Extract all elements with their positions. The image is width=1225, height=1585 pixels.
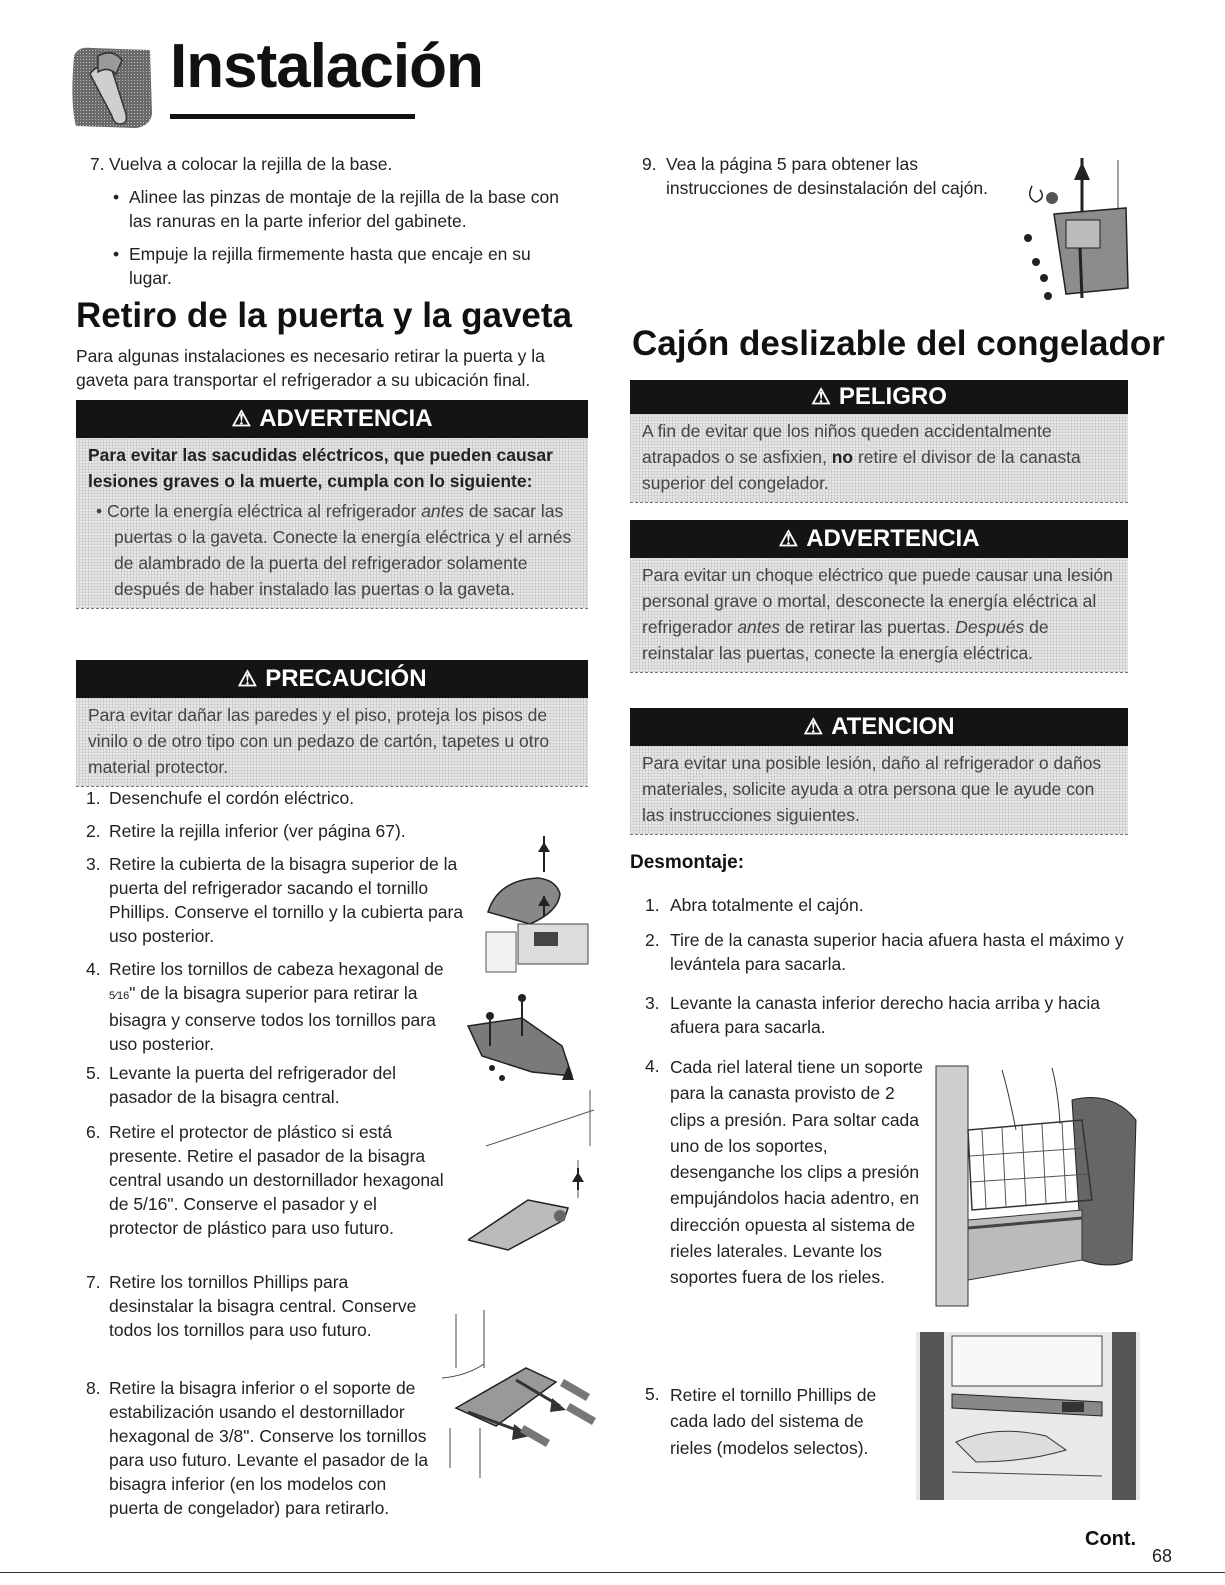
continued-label: Cont. xyxy=(1085,1528,1137,1550)
warning-triangle-icon: ⚠ xyxy=(803,714,824,739)
warning-box xyxy=(630,520,1128,673)
step-text: Retire la cubierta de la bisagra superior de la puerta del refrigerador sacando el tornillo Phillips. Conserve el tornillo y la cubierta para uso posterior. xyxy=(109,854,464,946)
step-text: Retire los tornillos Phillips para desinstalar la bisagra central. Conserve todos los tornillos para uso futuro. xyxy=(109,1272,417,1340)
section-intro: Para algunas instalaciones es necesario retirar la puerta y la gaveta para transportar el refrigerador a su ubicación final. xyxy=(76,346,545,390)
step-number: 4. xyxy=(86,959,101,979)
attention-box xyxy=(630,708,1128,835)
warning-triangle-icon: ⚠ xyxy=(778,526,799,551)
step-number: 3. xyxy=(645,993,660,1013)
section-heading: Retiro de la puerta y la gaveta xyxy=(76,296,573,335)
step-number: 5. xyxy=(86,1063,101,1083)
warning-body xyxy=(76,438,588,608)
step-number: 1. xyxy=(645,895,660,915)
bullet-text: Alinee las pinzas de montaje de la rejilla de la base con las ranuras en la parte inferior del gabinete. xyxy=(129,187,559,231)
step-number: 7. xyxy=(90,154,105,174)
warning-triangle-icon: ⚠ xyxy=(231,406,252,431)
section-heading: Cajón deslizable del congelador xyxy=(632,324,1165,363)
drawer-rail-figure xyxy=(916,1332,1140,1500)
warning-header: ⚠ ADVERTENCIA xyxy=(630,520,1128,558)
step-text: Cada riel lateral tiene un soporte para la canasta provisto de 2 clips a presión. Para soltar cada uno de los soportes, desenganche los clips a presión empujándolos hacia adentro, en dirección opuesta al sistema de rieles laterales. Levante los soportes fuera de los rieles. xyxy=(670,1057,923,1288)
step-text: Levante la canasta inferior derecho hacia arriba y hacia afuera para sacarla. xyxy=(670,993,1100,1037)
warning-header: ⚠ ADVERTENCIA xyxy=(76,400,588,438)
warning-triangle-icon: ⚠ xyxy=(811,384,831,409)
drawer-basket-figure xyxy=(932,1060,1140,1320)
step-text: Retire el protector de plástico si está presente. Retire el pasador de la bisagra central usando un destornillador hexagonal de 5/16". Conserve el pasador y el protector de plástico para uso futuro. xyxy=(109,1122,444,1238)
step-text: Vea la página 5 para obtener las instrucciones de desinstalación del cajón. xyxy=(666,154,988,198)
danger-body: A fin de evitar que los niños queden accidentalmente atrapados o se asfixien, no retire el divisor de la canasta superior del congelador. xyxy=(630,414,1128,502)
warning-lead: Para evitar las sacudidas eléctricos, que pueden causar lesiones graves o la muerte, cumpla con lo siguiente: xyxy=(88,445,553,491)
step-number: 2. xyxy=(645,930,660,950)
step-number: 4. xyxy=(645,1056,660,1076)
bullet-text: Empuje la rejilla firmemente hasta que encaje en su lugar. xyxy=(129,244,531,288)
drawer-divider-figure xyxy=(1006,158,1136,308)
step-number: 8. xyxy=(86,1378,101,1398)
warning-box xyxy=(76,400,588,609)
danger-box xyxy=(630,380,1128,503)
step-number: 3. xyxy=(86,854,101,874)
page-title: Instalación xyxy=(170,32,483,101)
warning-item: • Corte la energía eléctrica al refrigerador antes de sacar las puertas o la gaveta. Conecte la energía eléctrica y el arnés de alambrado de la puerta del refrigerador solamente después de haber instalado las puertas o la gaveta. xyxy=(96,501,572,599)
attention-header: ⚠ ATENCION xyxy=(630,708,1128,746)
step-number: 2. xyxy=(86,821,101,841)
bullet: • xyxy=(113,244,120,264)
caution-body: Para evitar dañar las paredes y el piso, proteja los pisos de vinilo o de otro tipo con un pedazo de cartón, tapetes u otro material protector. xyxy=(76,698,588,786)
subsection-heading: Desmontaje: xyxy=(630,852,745,873)
step-number: 6. xyxy=(86,1122,101,1142)
step-text: Levante la puerta del refrigerador del pasador de la bisagra central. xyxy=(109,1063,396,1107)
step-number: 7. xyxy=(86,1272,101,1292)
wrench-icon xyxy=(68,44,154,132)
caution-box xyxy=(76,660,588,787)
attention-body: Para evitar una posible lesión, daño al refrigerador o daños materiales, solicite ayuda a otra persona que le ayude con las instrucciones siguientes. xyxy=(630,746,1128,834)
step-number: 1. xyxy=(86,788,101,808)
warning-body: Para evitar un choque eléctrico que puede causar una lesión personal grave o mortal, desconecte la energía eléctrica al refrigerador antes de retirar las puertas. Después de reinstalar las puertas, conecte la energía eléctrica. xyxy=(630,558,1128,672)
step-number: 5. xyxy=(645,1384,660,1404)
bottom-rule xyxy=(0,1572,1225,1573)
top-hinge-cover-figure xyxy=(478,832,598,976)
step-number: 9. xyxy=(642,154,657,174)
title-rule xyxy=(170,114,415,119)
warning-triangle-icon: ⚠ xyxy=(237,666,258,691)
danger-header: ⚠ PELIGRO xyxy=(630,380,1128,414)
step-text: Vuelva a colocar la rejilla de la base. xyxy=(109,154,393,174)
bottom-hinge-figure xyxy=(436,1308,602,1486)
step-text: Retire el tornillo Phillips de cada lado del sistema de rieles (modelos selectos). xyxy=(670,1385,877,1458)
top-hinge-figure xyxy=(462,986,602,1090)
center-hinge-figure xyxy=(468,1090,598,1270)
page-number: 68 xyxy=(1152,1546,1173,1566)
step-text: Tire de la canasta superior hacia afuera hasta el máximo y levántela para sacarla. xyxy=(670,930,1124,974)
step-text: Retire la rejilla inferior (ver página 67). xyxy=(109,821,406,841)
bullet: • xyxy=(113,187,120,207)
caution-header: ⚠ PRECAUCIÓN xyxy=(76,660,588,698)
step-text: Desenchufe el cordón eléctrico. xyxy=(109,788,355,808)
step-text: Retire la bisagra inferior o el soporte de estabilización usando el destornillador hexagonal de 3/8". Conserve los tornillos para uso futuro. Levante el pasador de la bisagra inferior (en los modelos con puerta de congelador) para retirarlo. xyxy=(109,1378,429,1518)
step-text: Retire los tornillos de cabeza hexagonal de 5⁄16" de la bisagra superior para retirar la bisagra y conserve todos los tornillos para uso posterior. xyxy=(109,959,444,1054)
step-text: Abra totalmente el cajón. xyxy=(670,895,864,915)
